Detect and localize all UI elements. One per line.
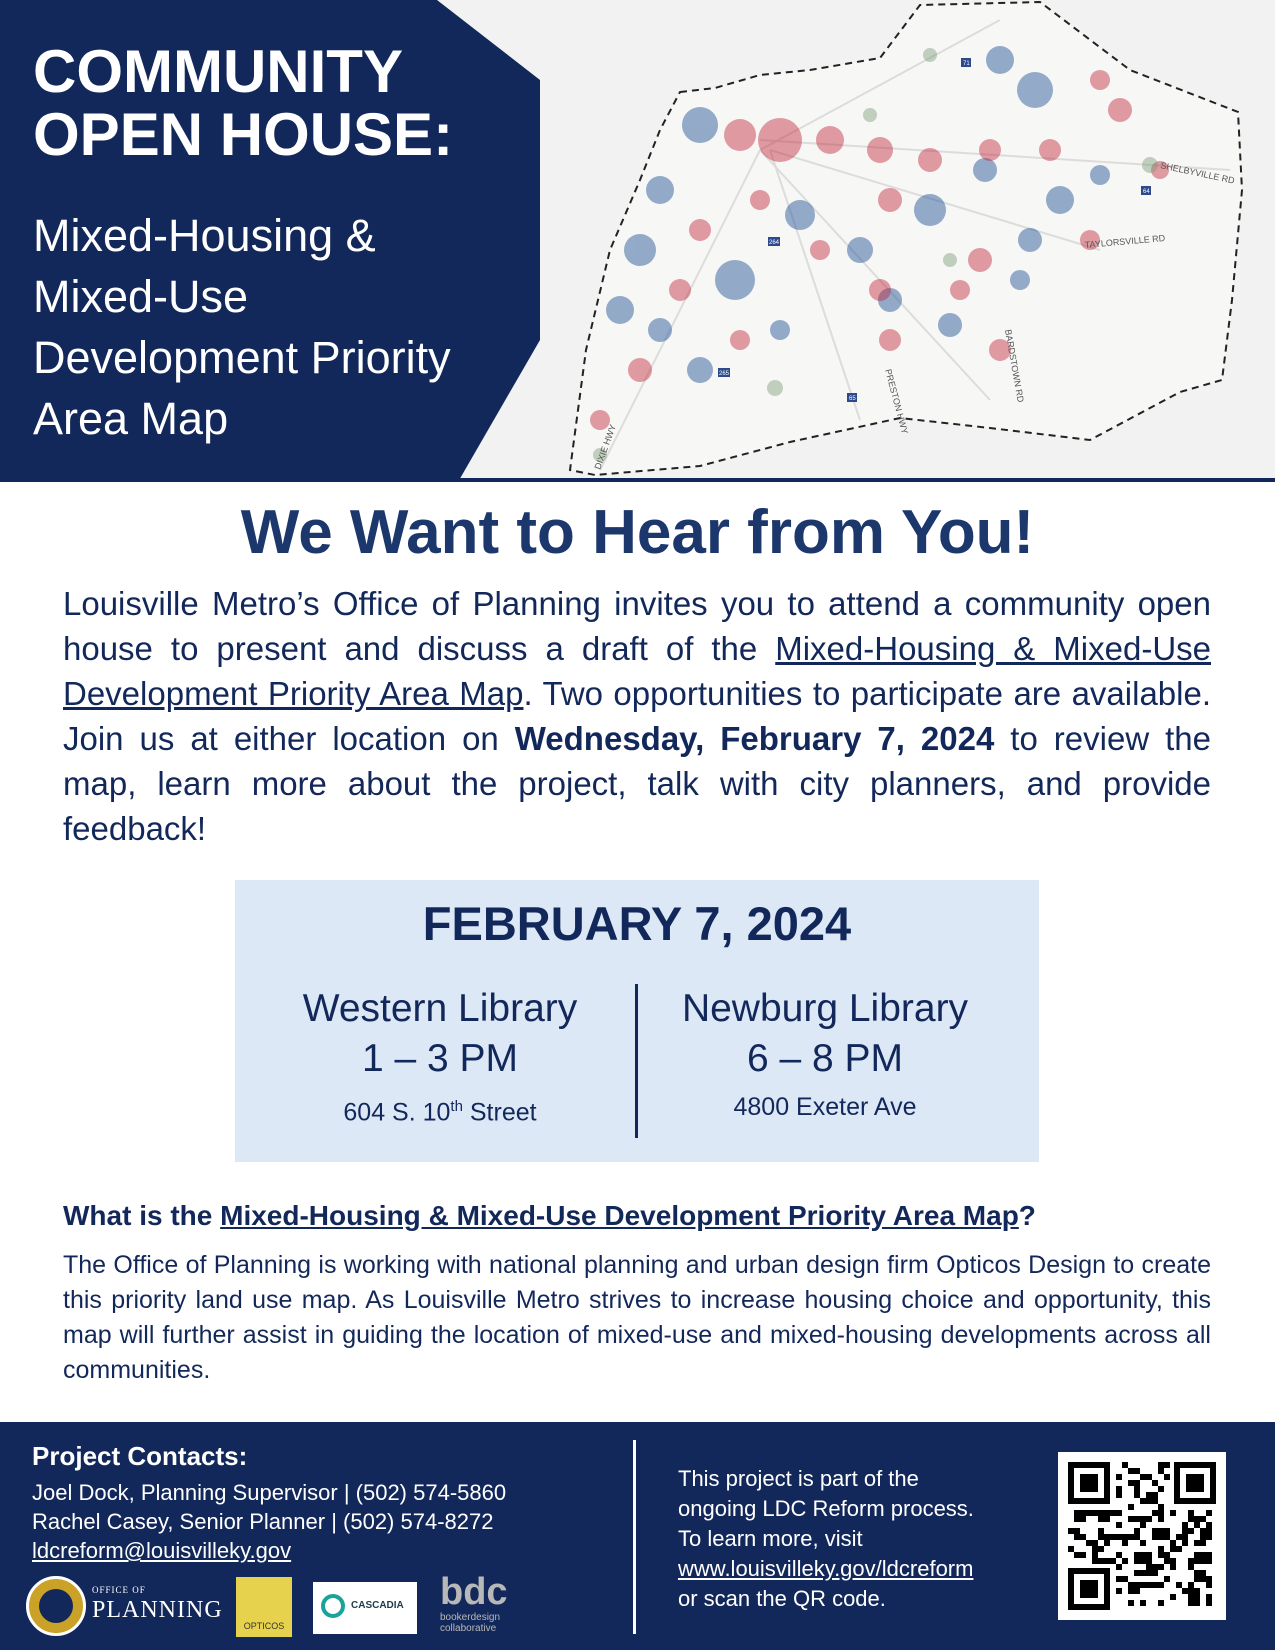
cascadia-logo [313,1582,417,1634]
map-label-dixie: DIXIE HWY [592,423,618,471]
reform-line-1: This project is part of the [678,1466,919,1491]
event-subtitle [33,205,513,449]
logo-bdc-text1: bookerdesign [440,1612,501,1623]
venue-name: Newburg Library [681,987,969,1030]
hero-divider [0,478,1275,482]
logo-bdc-text2: collaborative [440,1623,497,1634]
venue-address [260,1090,620,1129]
venue-time: 6 – 8 PM [746,1037,904,1080]
opticos-logo [236,1577,292,1637]
venue-time: 1 – 3 PM [361,1037,519,1080]
contact-joel-dock: Joel Dock, Planning Supervisor | (502) 574-5860 [32,1480,507,1505]
venue-western-library [260,984,620,1129]
intro-text-3: to review the map, learn more about the project, talk with city planners, and provide feedback! [63,720,1211,847]
hero-banner [0,0,1275,482]
what-is-heading [63,1197,1211,1235]
footer-divider [633,1440,636,1634]
office-of-planning-logo [92,1584,223,1624]
heading-suffix: ? [1018,1200,1036,1231]
address-street: Street [462,1098,537,1127]
headline: We Want to Hear from You! [240,498,1035,567]
address-text: 604 S. 10 [343,1098,451,1127]
title-line-1: COMMUNITY [33,38,403,105]
reform-line-3: To learn more, visit [678,1526,863,1551]
venue-divider [635,984,638,1138]
venue-address: 4800 Exeter Ave [733,1093,917,1121]
bdc-logo [440,1572,508,1634]
logo-opticos-text: OPTICOS [243,1621,285,1631]
intro-text-1: Louisville Metro’s Office of Planning invites you to attend a community open house to present and discuss a draft of the [63,585,1211,667]
title-line-2: OPEN HOUSE: [33,101,454,168]
logo-planning-small: OFFICE OF [92,1585,146,1595]
map-label-shelbyville: SHELBYVILLE RD [1159,160,1236,186]
reform-line-2: ongoing LDC Reform process. [678,1496,974,1521]
ldc-reform-link[interactable]: www.louisvilleky.gov/ldcreform [678,1556,974,1581]
heading-prefix: What is the [63,1200,221,1231]
map-label-taylorsville: TAYLORSVILLE RD [1084,232,1166,250]
map-label-preston: PRESTON HWY [883,367,911,436]
what-is-map-link[interactable]: Mixed-Housing & Mixed-Use Development Priority Area Map [220,1200,1019,1231]
contact-email-link[interactable]: ldcreform@louisvilleky.gov [32,1538,292,1563]
contact-rachel-casey: Rachel Casey, Senior Planner | (502) 574-8272 [32,1509,494,1534]
shield-265: 265 [719,371,730,377]
intro-date: Wednesday, February 7, 2024 [514,720,995,757]
shield-65: 65 [849,396,856,402]
contact-email-line [32,1536,291,1565]
logo-bdc-mark: bdc [440,1571,508,1613]
map-label-bardstown: BARDSTOWN RD [1003,328,1026,404]
logo-planning-big: PLANNING [92,1597,223,1623]
what-is-body: The Office of Planning is working with national planning and urban design firm Opticos Design to create this priority land use map. As Louisville Metro strives to increase housing choice and opportunity, this map will further assist in guiding the location of mixed-use and mixed-housing developments across all communities. [63,1251,1211,1384]
footer [0,1422,1275,1650]
partner-logos [26,1572,626,1642]
map-link[interactable]: Mixed-Housing & Mixed-Use Development Priority Area Map [63,630,1212,712]
ldc-reform-text [678,1464,1023,1614]
subtitle-line-3: Development Priority [33,332,451,383]
venue-newburg-library [645,984,1005,1124]
logo-cascadia-text: CASCADIA [351,1600,404,1611]
shield-71: 71 [963,61,970,67]
address-suffix: th [450,1098,463,1115]
intro-paragraph [63,581,1211,851]
shield-264: 264 [769,240,780,246]
event-title [33,40,513,166]
subtitle-line-2: Mixed-Use [33,271,249,322]
event-date: FEBRUARY 7, 2024 [422,897,852,950]
contacts-title: Project Contacts: [32,1441,248,1471]
event-details-box [235,880,1039,1162]
shield-64: 64 [1143,189,1150,195]
venue-name: Western Library [302,987,578,1030]
louisville-seal-logo [26,1576,86,1636]
subtitle-line-1: Mixed-Housing & [33,210,376,261]
intro-text-2: . Two opportunities to participate are available. Join us at either location on [63,675,1212,757]
reform-line-4: or scan the QR code. [678,1586,886,1611]
subtitle-line-4: Area Map [33,393,229,444]
qr-code[interactable] [1058,1452,1226,1620]
